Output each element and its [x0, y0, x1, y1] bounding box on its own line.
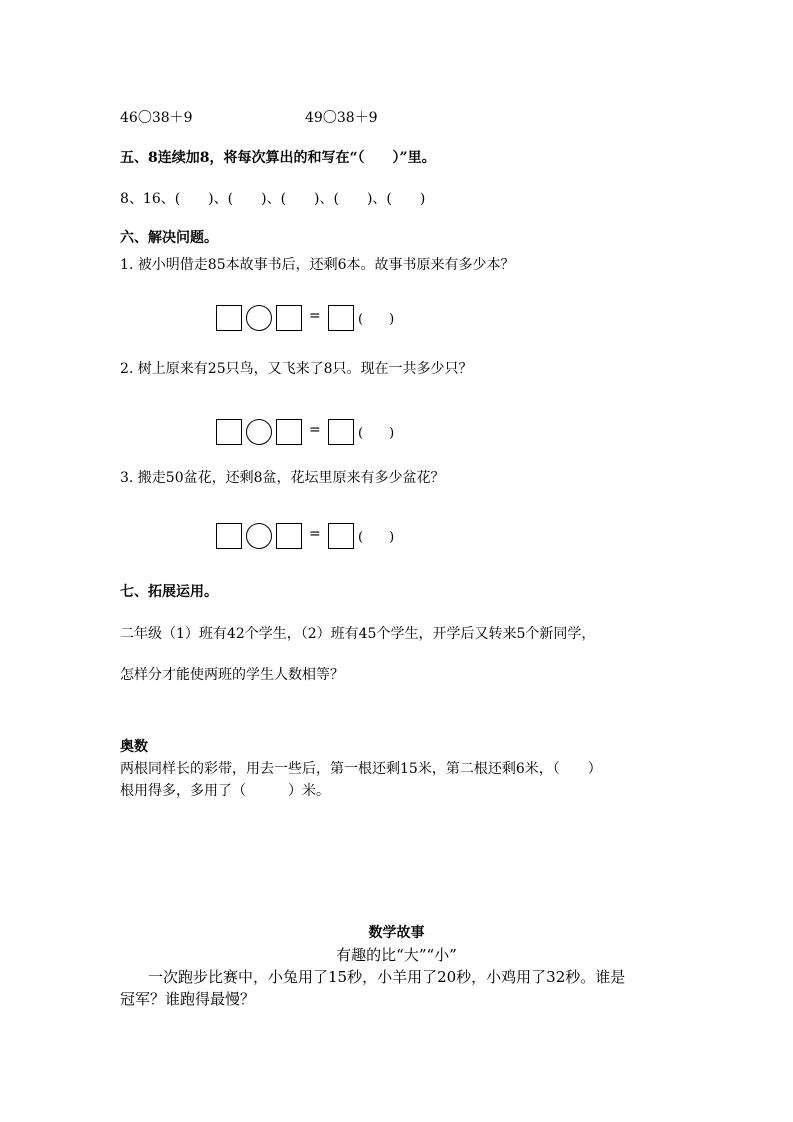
section-5-sequence: 8、16、( )、( )、( )、( )、( ): [120, 191, 426, 207]
operator-circle[interactable]: [246, 419, 272, 445]
operand-box[interactable]: [216, 523, 242, 549]
section-7-line-2: 怎样分才能使两班的学生人数相等？: [120, 667, 344, 683]
story-line-1: 一次跑步比赛中，小兔用了15秒，小羊用了20秒，小鸡用了32秒。谁是: [148, 968, 626, 986]
section-7-line-1: 二年级（1）班有42个学生，（2）班有45个学生，开学后又转来5个新同学，: [120, 626, 596, 642]
story-title: 数学故事: [368, 925, 425, 941]
problem-2-equation: [216, 419, 396, 445]
equals-sign: =: [309, 308, 321, 324]
unit-paren[interactable]: ( ): [358, 312, 395, 327]
problem-2-text: 2. 树上原来有25只鸟，又飞来了8只。现在一共多少只？: [120, 361, 473, 377]
problem-3-equation: [216, 523, 396, 549]
operator-circle[interactable]: [246, 523, 272, 549]
operator-circle[interactable]: [246, 305, 272, 331]
unit-paren[interactable]: ( ): [358, 530, 395, 545]
equals-sign: =: [309, 422, 321, 438]
section-5-heading: 五、8连续加8，将每次算出的和写在“（ ）”里。: [120, 150, 436, 166]
olympiad-line-1: 两根同样长的彩带，用去一些后，第一根还剩15米，第二根还剩6米，（ ）: [120, 761, 602, 777]
story-line-2: 冠军？谁跑得最慢？: [120, 990, 256, 1008]
operand-box[interactable]: [276, 523, 302, 549]
operand-box[interactable]: [216, 419, 242, 445]
unit-paren[interactable]: ( ): [358, 426, 395, 441]
olympiad-line-2: 根用得多，多用了（ ）米。: [120, 783, 330, 799]
operand-box[interactable]: [276, 419, 302, 445]
section-7-heading: 七、拓展运用。: [120, 584, 218, 600]
problem-1-text: 1. 被小明借走85本故事书后，还剩6本。故事书原来有多少本？: [120, 257, 515, 273]
operand-box[interactable]: [216, 305, 242, 331]
problem-1-equation: [216, 305, 396, 331]
story-subtitle: 有趣的比“大”“小”: [336, 946, 457, 964]
compare-left: 46〇38＋9: [120, 110, 193, 126]
result-box[interactable]: [328, 523, 354, 549]
result-box[interactable]: [328, 419, 354, 445]
operand-box[interactable]: [276, 305, 302, 331]
equals-sign: =: [309, 526, 321, 542]
problem-3-text: 3. 搬走50盆花，还剩8盆，花坛里原来有多少盆花？: [120, 470, 445, 486]
section-6-heading: 六、解决问题。: [120, 230, 218, 246]
olympiad-heading: 奥数: [120, 739, 148, 755]
result-box[interactable]: [328, 305, 354, 331]
compare-right: 49〇38＋9: [305, 110, 378, 126]
